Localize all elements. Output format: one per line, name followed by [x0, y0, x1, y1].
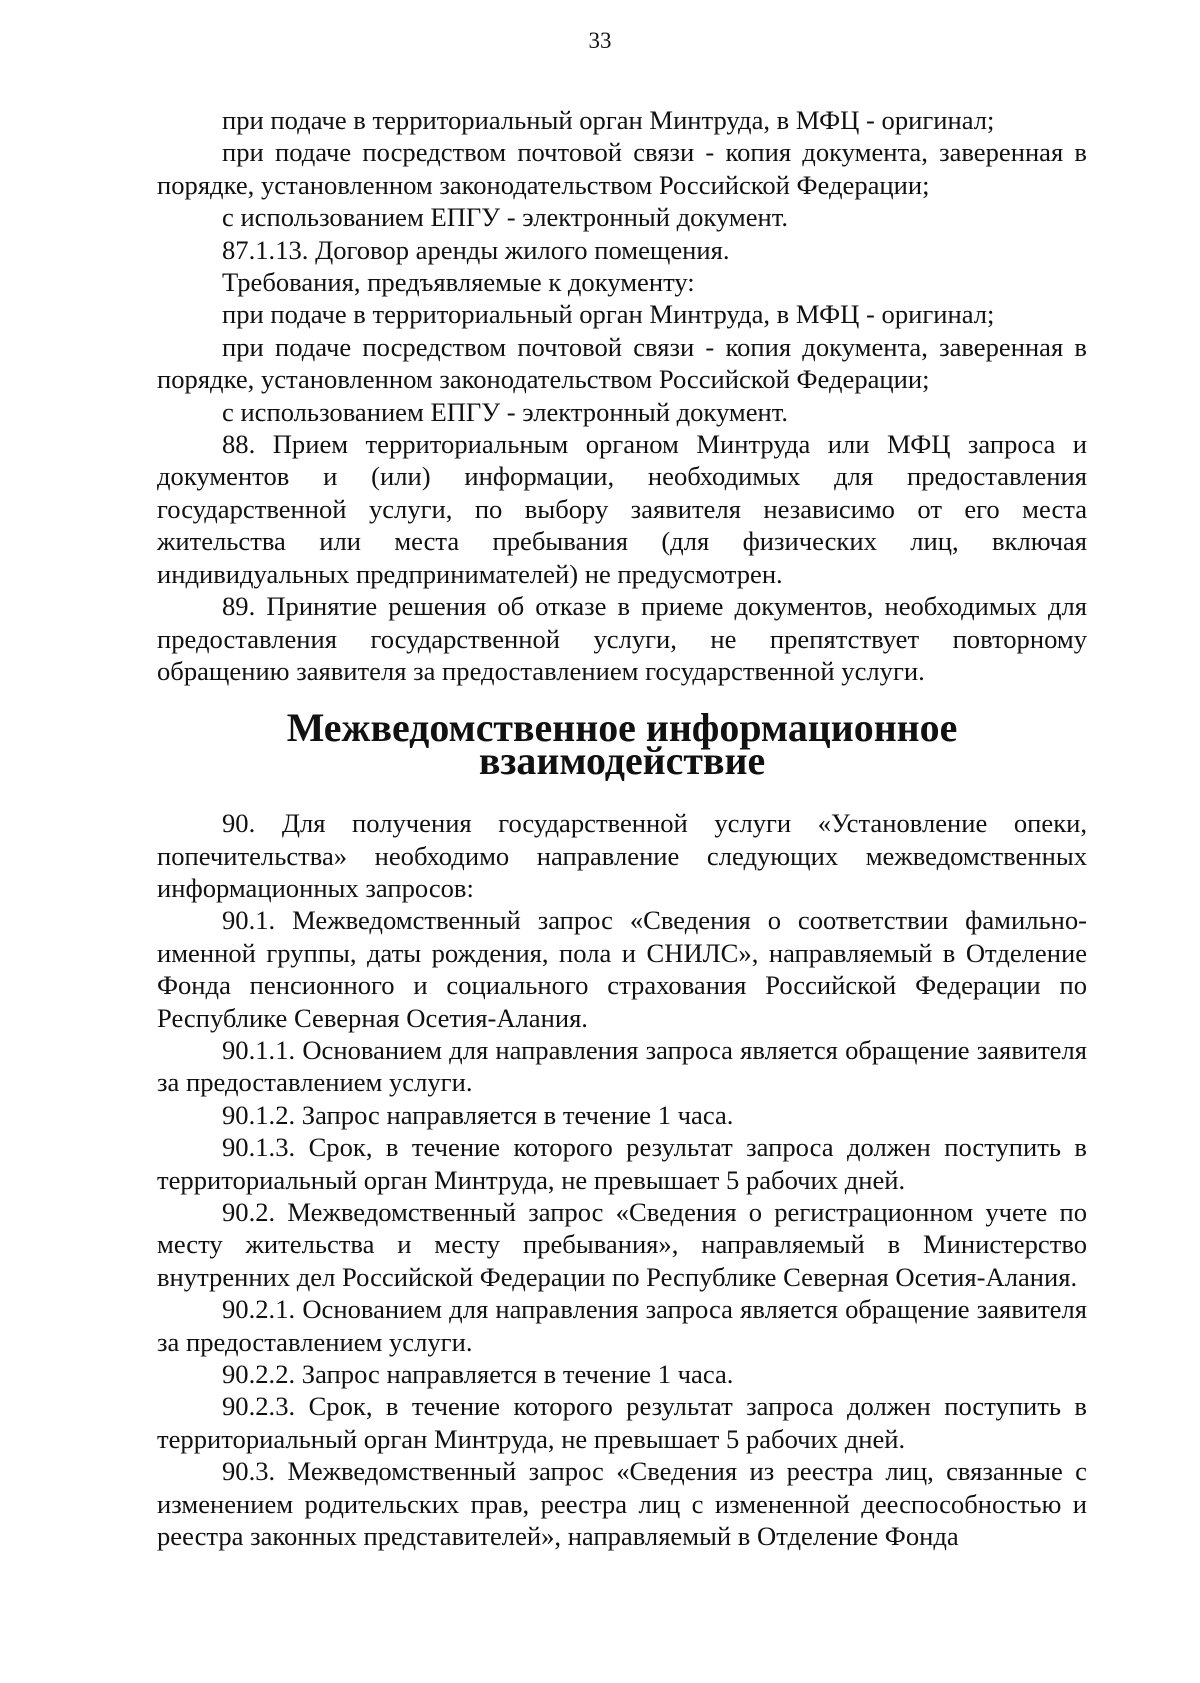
- paragraph: 90.1.3. Срок, в течение которого результат запроса должен поступить в территориальный орган Минтруда, не превышает 5 рабочих дней.: [157, 1132, 1087, 1195]
- paragraph: с использованием ЕПГУ - электронный документ.: [222, 202, 789, 233]
- paragraph: 90.3. Межведомственный запрос «Сведения из реестра лиц, связанные с изменением родительских прав, реестра лиц с измененной дееспособностью и реестра законных представителей», направляемый в Отделение Фонда: [157, 1456, 1087, 1552]
- paragraph: 88. Прием территориальным органом Минтруда или МФЦ запроса и документов и (или) информации, необходимых для предоставления государственной услуги, по выбору заявителя независимо от его места жительства или места пребывания (для физических лиц, включая индивидуальных предпринимателей) не предусмотрен.: [157, 429, 1087, 589]
- paragraph: 90.1.2. Запрос направляется в течение 1 часа.: [222, 1099, 734, 1130]
- section-heading: Межведомственное информационное взаимодействие: [286, 705, 958, 783]
- paragraph: при подаче посредством почтовой связи - копия документа, заверенная в порядке, установленном законодательством Российской Федерации;: [157, 331, 1087, 395]
- paragraph: при подаче в территориальный орган Минтруда, в МФЦ - оригинал;: [222, 299, 995, 330]
- paragraph: при подаче посредством почтовой связи - копия документа, заверенная в порядке, установленном законодательством Российской Федерации;: [157, 137, 1087, 200]
- paragraph: 90.1.1. Основанием для направления запроса является обращение заявителя за предоставлением услуги.: [157, 1034, 1087, 1098]
- paragraph: Требования, предъявляемые к документу:: [222, 267, 695, 298]
- paragraph: 87.1.13. Договор аренды жилого помещения.: [222, 234, 730, 265]
- page-number: 33: [588, 28, 612, 53]
- document-body: [157, 104, 1087, 1552]
- paragraph: 90.1. Межведомственный запрос «Сведения о соответствии фамильно-именной группы, даты рождения, пола и СНИЛС», направляемый в Отделение Фонда пенсионного и социального страхования Российской Федерации по Республике Северная Осетия-Алания.: [157, 905, 1087, 1033]
- paragraph: 90.2.1. Основанием для направления запроса является обращение заявителя за предоставлением услуги.: [157, 1294, 1087, 1357]
- paragraph: с использованием ЕПГУ - электронный документ.: [222, 396, 789, 427]
- paragraph: 90.2.2. Запрос направляется в течение 1 часа.: [222, 1359, 734, 1390]
- paragraph: 90.2. Межведомственный запрос «Сведения о регистрационном учете по месту жительства и месту пребывания», направляемый в Министерство внутренних дел Российской Федерации по Республике Северная Осетия-Алания.: [157, 1197, 1087, 1292]
- paragraph: 90. Для получения государственной услуги «Установление опеки, попечительства» необходимо направление следующих межведомственных информационных запросов:: [157, 808, 1087, 903]
- paragraph: 90.2.3. Срок, в течение которого результат запроса должен поступить в территориальный орган Минтруда, не превышает 5 рабочих дней.: [157, 1391, 1087, 1454]
- paragraph: при подаче в территориальный орган Минтруда, в МФЦ - оригинал;: [222, 105, 995, 135]
- paragraph: 89. Принятие решения об отказе в приеме документов, необходимых для предоставления государственной услуги, не препятствует повторному обращению заявителя за предоставлением государственной услуги.: [157, 591, 1087, 686]
